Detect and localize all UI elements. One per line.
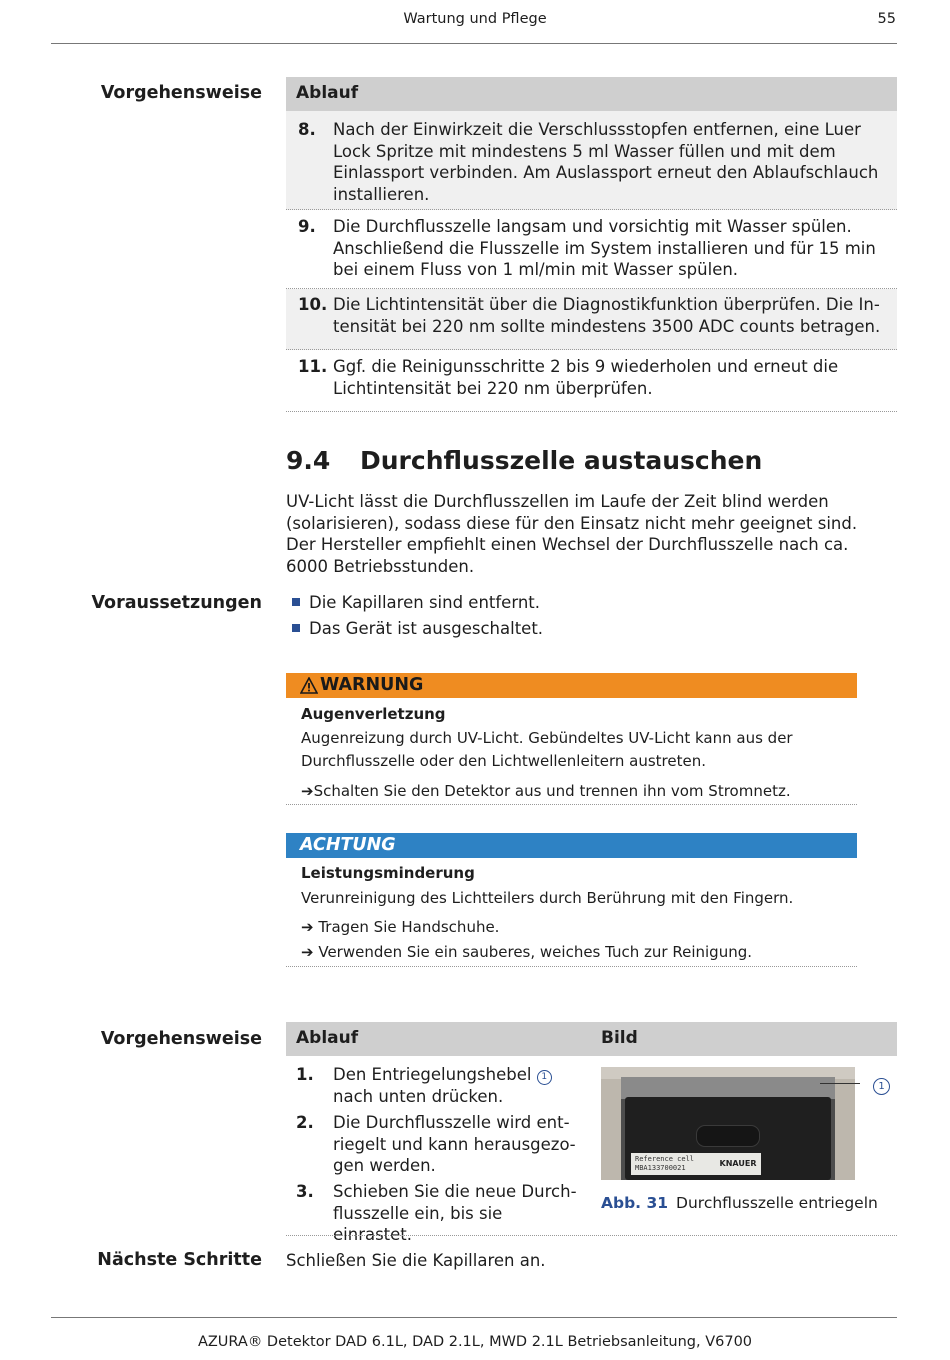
- step-text: Nach der Einwirkzeit die Verschlussstopfen entfernen, eine Luer Lock Spritze mit mindestens 5 ml Wasser füllen und mit dem Einlassport verbinden. Am Auslassport erneut den Ablaufschlauch installieren.: [333, 120, 879, 204]
- warning-action: ➔Schalten Sie den Detektor aus und trennen ihn vom Stromnetz.: [301, 782, 791, 800]
- figure-caption: [601, 1194, 878, 1212]
- step-text: Ggf. die Reinigunsschritte 2 bis 9 wiederholen und erneut die Lichtintensität bei 220 nm überprüfen.: [333, 357, 839, 398]
- prerequisite-item: Die Kapillaren sind entfernt.: [292, 593, 540, 612]
- step-number: 2.: [296, 1113, 314, 1132]
- bullet-icon: [292, 624, 300, 632]
- arrow-right-icon: ➔: [301, 782, 314, 800]
- running-footer: AZURA® Detektor DAD 6.1L, DAD 2.1L, MWD 2.1L Betriebsanleitung, V6700: [197, 1334, 753, 1350]
- prerequisites-label: Voraussetzungen: [91, 593, 262, 613]
- arrow-right-icon: ➔: [301, 943, 319, 961]
- figure-number: Abb. 31: [601, 1194, 669, 1212]
- section-heading: [286, 446, 762, 475]
- brand-label: KNAUER: [715, 1153, 761, 1175]
- caution-heading: Leistungsminderung: [301, 864, 475, 882]
- caution-label: ACHTUNG: [300, 835, 396, 855]
- step-text: Die Durchflusszelle wird entriegelt und kann herausgezogen werden.: [333, 1113, 576, 1175]
- section-number: 9.4: [286, 446, 331, 475]
- step-row: [286, 210, 897, 289]
- step-text: Den Entriegelungshebel 1 nach unten drücken.: [333, 1064, 586, 1107]
- step-number: 3.: [296, 1182, 314, 1201]
- prerequisite-item: Das Gerät ist ausgeschaltet.: [292, 619, 543, 638]
- step-text: Die Durchflusszelle langsam und vorsichtig mit Wasser spülen. Anschließend die Flusszelle im System installieren und für 15 min bei einem Fluss von 1 ml/min mit Wasser spülen.: [333, 217, 876, 279]
- callout-marker: 1: [537, 1070, 552, 1085]
- procedure-label: Vorgehensweise: [100, 1029, 262, 1049]
- caution-bar: [286, 833, 857, 858]
- photo-label: Reference cell MBA133700021: [631, 1153, 761, 1175]
- warning-triangle-icon: [300, 677, 318, 694]
- step-row: [286, 111, 897, 210]
- procedure-label: Vorgehensweise: [100, 83, 262, 103]
- warning-heading: Augenverletzung: [301, 705, 446, 723]
- callout-line: [820, 1083, 860, 1084]
- divider: [286, 966, 857, 967]
- flow-cell-photo: [601, 1067, 855, 1180]
- running-header: Wartung und Pflege: [403, 11, 547, 27]
- arrow-right-icon: ➔: [301, 918, 319, 936]
- step-number: 11.: [298, 357, 328, 376]
- figure-title: Durchflusszelle entriegeln: [676, 1194, 878, 1212]
- divider: [286, 804, 857, 805]
- caution-body: Verunreinigung des Lichtteilers durch Berührung mit den Fingern.: [301, 889, 794, 907]
- column-header-ablauf: Ablauf: [296, 83, 359, 103]
- column-header-ablauf: Ablauf: [296, 1028, 359, 1048]
- column-header-bild: Bild: [601, 1028, 638, 1048]
- next-steps-text: Schließen Sie die Kapillaren an.: [286, 1251, 546, 1270]
- callout-marker: 1: [873, 1075, 890, 1095]
- step-text: Die Lichtintensität über die Diagnostikfunktion überprüfen. Die Intensität bei 220 nm sollte mindestens 3500 ADC counts betragen.: [333, 295, 881, 336]
- footer-rule: [51, 1317, 897, 1318]
- warning-bar: [286, 673, 857, 698]
- header-rule: [51, 43, 897, 44]
- step-text: Schieben Sie die neue Durchflusszelle ein, bis sie einrastet.: [333, 1182, 577, 1244]
- step-number: 8.: [298, 120, 316, 139]
- warning-label: WARNUNG: [320, 675, 424, 695]
- divider: [286, 1235, 897, 1236]
- section-title: Durchflusszelle austauschen: [360, 446, 763, 475]
- warning-body: Augenreizung durch UV-Licht. Gebündeltes UV-Licht kann aus der Durchflusszelle oder den Lichtwellenleitern austreten.: [301, 729, 793, 770]
- step-number: 1.: [296, 1065, 314, 1084]
- page-number: 55: [877, 11, 896, 27]
- step-number: 9.: [298, 217, 316, 236]
- caution-action: ➔ Tragen Sie Handschuhe.: [301, 918, 500, 936]
- step-row: [286, 289, 897, 350]
- caution-action: ➔ Verwenden Sie ein sauberes, weiches Tuch zur Reinigung.: [301, 943, 753, 961]
- intro-paragraph: UV-Licht lässt die Durchflusszellen im Laufe der Zeit blind werden (solarisieren), sodass diese für den Einsatz nicht mehr geeignet sind. Der Hersteller empfiehlt einen Wechsel der Durchflusszelle nach ca. 6000 Betriebsstunden.: [286, 492, 858, 576]
- procedure-table-header: [286, 1022, 897, 1056]
- step-number: 10.: [298, 295, 328, 314]
- step-row: [286, 350, 897, 412]
- procedure-table-header: [286, 77, 897, 111]
- next-steps-label: Nächste Schritte: [97, 1250, 262, 1270]
- bullet-icon: [292, 598, 300, 606]
- step-item: [296, 1064, 586, 1106]
